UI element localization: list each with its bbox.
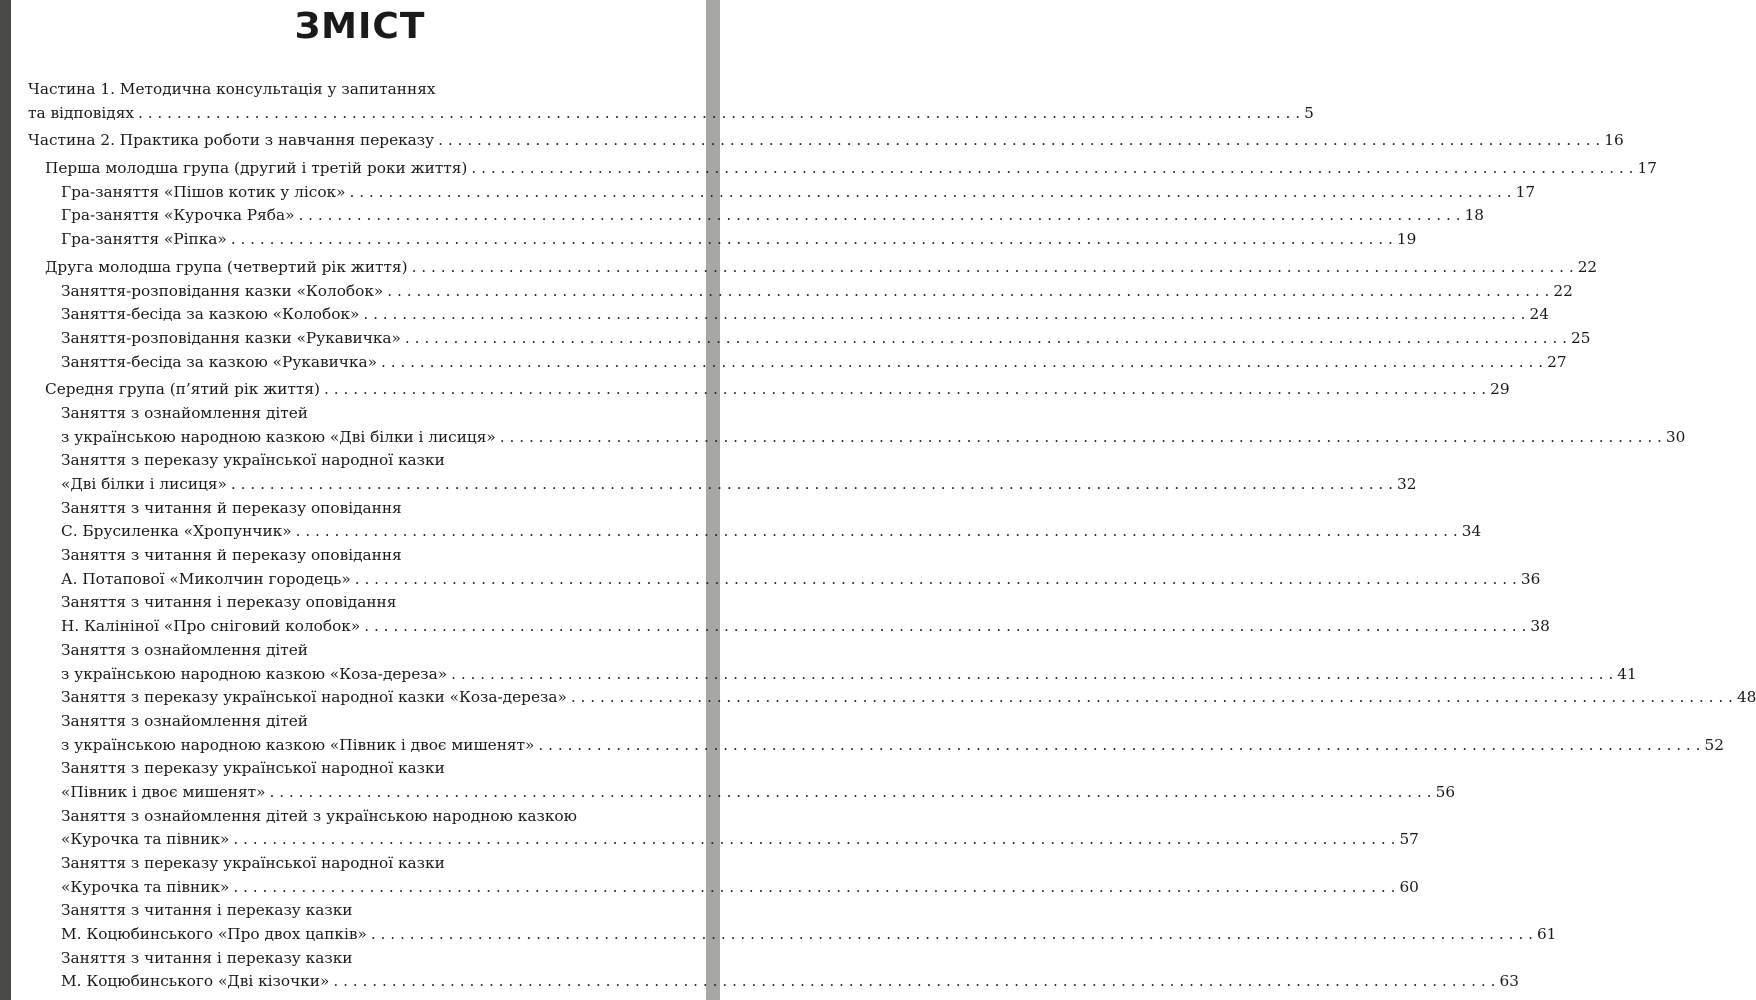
- toc-entry[interactable]: [28, 852, 1419, 899]
- toc-entry-title: Заняття-бесіда за казкою «Рукавичка»: [61, 352, 377, 371]
- toc-entry-title: С. Брусиленка «Хропунчик»: [61, 522, 292, 541]
- toc-entry-last-line: [61, 520, 1482, 544]
- toc-page-number: 60: [1399, 877, 1419, 896]
- toc-entry-title: Заняття-бесіда за казкою «Колобок»: [61, 305, 360, 324]
- toc-page-number: 41: [1617, 664, 1637, 683]
- toc-page-number: 29: [1490, 380, 1510, 399]
- dot-leader: . . . . . . . . . . . . . . . . . . . . . . . . . . . . . . . . . . . . . . . . . . . . . . . . . . . . . . . . . . . . . . . . . . . . . . . . . . . . . . . . . . . . . . . . . . . . . . . . . . . . . . . . . . . . . . . . . . . . . . . .: [471, 159, 1634, 178]
- toc-entry[interactable]: [28, 686, 1756, 710]
- toc-entry-last-line: [61, 876, 1419, 900]
- page-title: ЗМІСТ: [294, 6, 426, 47]
- dot-leader: . . . . . . . . . . . . . . . . . . . . . . . . . . . . . . . . . . . . . . . . . . . . . . . . . . . . . . . . . . . . . . . . . . . . . . . . . . . . . . . . . . . . . . . . . . . . . . . . . . . . . . . . . . . . . . . . . . . . . . . .: [370, 925, 1533, 944]
- toc-entry-last-line: [61, 327, 1591, 351]
- toc-entry-title: з українською народною казкою «Півник і двоє мишенят»: [61, 735, 535, 754]
- toc-entry-title: «Дві білки і лисиця»: [61, 475, 227, 493]
- toc-entry-last-line: [45, 256, 1598, 280]
- toc-page-number: 48: [1736, 688, 1756, 707]
- toc-entry-title: М. Коцюбинського «Про двох цапків»: [61, 925, 367, 944]
- toc-entry-last-line: [61, 734, 1724, 758]
- dot-leader: . . . . . . . . . . . . . . . . . . . . . . . . . . . . . . . . . . . . . . . . . . . . . . . . . . . . . . . . . . . . . . . . . . . . . . . . . . . . . . . . . . . . . . . . . . . . . . . . . . . . . . . . . . . . . . . . . . . . . . . .: [364, 617, 1527, 636]
- toc-entry[interactable]: [28, 591, 1550, 638]
- toc-entry[interactable]: [28, 256, 1598, 280]
- toc-entry[interactable]: [28, 280, 1573, 304]
- dot-leader: . . . . . . . . . . . . . . . . . . . . . . . . . . . . . . . . . . . . . . . . . . . . . . . . . . . . . . . . . . . . . . . . . . . . . . . . . . . . . . . . . . . . . . . . . . . . . . . . . . . . . . . . . . . . . . . . . . . . . . . .: [230, 475, 1394, 493]
- toc-entry-title: Заняття-розповідання казки «Колобок»: [61, 281, 384, 300]
- toc-entry-last-line: [61, 615, 1550, 639]
- dot-leader: . . . . . . . . . . . . . . . . . . . . . . . . . . . . . . . . . . . . . . . . . . . . . . . . . . . . . . . . . . . . . . . . . . . . . . . . . . . . . . . . . . . . . . . . . . . . . . . . . . . . . . . . . . . . . . . . . . . . . . . .: [349, 182, 1512, 201]
- toc-entry-last-line: [61, 781, 1456, 805]
- toc-entry[interactable]: [28, 378, 1510, 402]
- toc-page-number: 38: [1530, 617, 1550, 636]
- dot-leader: . . . . . . . . . . . . . . . . . . . . . . . . . . . . . . . . . . . . . . . . . . . . . . . . . . . . . . . . . . . . . . . . . . . . . . . . . . . . . . . . . . . . . . . . . . . . . . . . . . . . . . . . . . . . . . . . . . . . . . . .: [137, 103, 1301, 122]
- toc-entry[interactable]: [28, 181, 1536, 205]
- toc-entry-title: Частина 1. Методична консультація у запитаннях: [28, 80, 436, 98]
- toc-entry-title: Заняття з переказу української народної казки: [61, 854, 445, 872]
- toc-entry-last-line: [61, 828, 1419, 852]
- toc-entry[interactable]: [28, 805, 1419, 852]
- toc-page-number: 57: [1399, 830, 1419, 849]
- toc-entry-title: «Півник і двоє мишенят»: [61, 782, 266, 801]
- toc-page-number: 24: [1529, 305, 1549, 324]
- toc-entry-title: Друга молодша група (четвертий рік життя): [45, 257, 408, 276]
- toc-entry-line: [61, 497, 688, 521]
- toc-entry-last-line: [61, 686, 1756, 710]
- dot-leader: . . . . . . . . . . . . . . . . . . . . . . . . . . . . . . . . . . . . . . . . . . . . . . . . . . . . . . . . . . . . . . . . . . . . . . . . . . . . . . . . . . . . . . . . . . . . . . . . . . . . . . . . . . . . . . . . . . . . . . . .: [411, 257, 1574, 276]
- toc-entry-line: [61, 805, 688, 829]
- toc-entry-title: та відповідях: [28, 103, 134, 122]
- toc-entry-last-line: [61, 970, 1519, 994]
- toc-entry-line: [61, 639, 688, 663]
- toc-entry-title: з українською народною казкою «Коза-дереза»: [61, 664, 448, 683]
- toc-entry-title: Заняття з читання й переказу оповідання: [61, 498, 402, 517]
- toc-page-number: 22: [1577, 257, 1598, 276]
- toc-entry[interactable]: [28, 402, 1686, 449]
- dot-leader: . . . . . . . . . . . . . . . . . . . . . . . . . . . . . . . . . . . . . . . . . . . . . . . . . . . . . . . . . . . . . . . . . . . . . . . . . . . . . . . . . . . . . . . . . . . . . . . . . . . . . . . . . . . . . . . . . . . . . . . .: [363, 305, 1526, 324]
- toc-entry-title: Гра-заняття «Курочка Ряба»: [61, 206, 295, 225]
- toc-entry-title: Заняття-розповідання казки «Рукавичка»: [61, 328, 401, 347]
- toc-entry-line: [61, 544, 688, 568]
- toc-entry-title: Заняття з читання і переказу оповідання: [61, 593, 397, 612]
- toc-entry-title: Заняття з ознайомлення дітей: [61, 711, 309, 730]
- toc-entry-line: [61, 710, 688, 734]
- toc-entry-title: Заняття з читання і переказу казки: [61, 901, 353, 920]
- toc-entry-title: Заняття з переказу української народної казки: [61, 759, 445, 778]
- toc-page-number: 63: [1499, 972, 1519, 991]
- toc-entry-title: Заняття з ознайомлення дітей з українською народною казкою: [61, 806, 577, 825]
- dot-leader: . . . . . . . . . . . . . . . . . . . . . . . . . . . . . . . . . . . . . . . . . . . . . . . . . . . . . . . . . . . . . . . . . . . . . . . . . . . . . . . . . . . . . . . . . . . . . . . . . . . . . . . . . . . . . . . . . . . . . . . .: [230, 230, 1393, 249]
- toc-entry-title: Заняття з переказу української народної казки «Коза-дереза»: [61, 688, 567, 707]
- toc-entry[interactable]: [28, 639, 1637, 686]
- toc-page-number: 27: [1547, 352, 1567, 371]
- toc-entry-line: [61, 591, 688, 615]
- toc-entry-last-line: [61, 280, 1573, 304]
- dot-leader: . . . . . . . . . . . . . . . . . . . . . . . . . . . . . . . . . . . . . . . . . . . . . . . . . . . . . . . . . . . . . . . . . . . . . . . . . . . . . . . . . . . . . . . . . . . . . . . . . . . . . . . . . . . . . . . . . . . . . . . .: [233, 877, 1396, 896]
- toc-entry-last-line: [61, 473, 1417, 497]
- toc-entry[interactable]: [28, 327, 1591, 351]
- toc-entry[interactable]: [28, 303, 1549, 327]
- toc-entry[interactable]: [28, 449, 1417, 496]
- toc-entry-title: Заняття з читання і переказу казки: [61, 948, 353, 967]
- toc-entry-title: Перша молодша група (другий і третій роки життя): [45, 159, 468, 178]
- toc-page-number: 36: [1520, 569, 1541, 588]
- toc-page-number: 30: [1665, 427, 1686, 446]
- toc-entry-title: Заняття з ознайомлення дітей: [61, 640, 309, 659]
- toc-page-number: 18: [1464, 206, 1485, 225]
- toc-entry-last-line: [61, 303, 1549, 327]
- toc-entry-title: М. Коцюбинського «Дві кізочки»: [61, 972, 330, 991]
- toc-page-number: 19: [1396, 230, 1417, 249]
- dot-leader: . . . . . . . . . . . . . . . . . . . . . . . . . . . . . . . . . . . . . . . . . . . . . . . . . . . . . . . . . . . . . . . . . . . . . . . . . . . . . . . . . . . . . . . . . . . . . . . . . . . . . . . . . . . . . . . . . . . . . . . .: [295, 522, 1458, 541]
- toc-entry-last-line: [61, 568, 1541, 592]
- toc-entry-title: Гра-заняття «Ріпка»: [61, 230, 227, 249]
- dot-leader: . . . . . . . . . . . . . . . . . . . . . . . . . . . . . . . . . . . . . . . . . . . . . . . . . . . . . . . . . . . . . . . . . . . . . . . . . . . . . . . . . . . . . . . . . . . . . . . . . . . . . . . . . . . . . . . . . . . . . . . .: [233, 830, 1396, 849]
- dot-leader: . . . . . . . . . . . . . . . . . . . . . . . . . . . . . . . . . . . . . . . . . . . . . . . . . . . . . . . . . . . . . . . . . . . . . . . . . . . . . . . . . . . . . . . . . . . . . . . . . . . . . . . . . . . . . . . . . . . . . . . .: [298, 206, 1461, 225]
- toc-entry[interactable]: [28, 351, 1567, 375]
- toc-entry-title: А. Потапової «Миколчин городець»: [61, 569, 351, 588]
- toc-page-number: 61: [1536, 925, 1557, 944]
- toc-entry[interactable]: [28, 78, 1314, 125]
- dot-leader: . . . . . . . . . . . . . . . . . . . . . . . . . . . . . . . . . . . . . . . . . . . . . . . . . . . . . . . . . . . . . . . . . . . . . . . . . . . . . . . . . . . . . . . . . . . . . . . . . . . . . . . . . . . . . . . . . . . . . . . .: [404, 328, 1567, 347]
- toc-page-number: 22: [1553, 281, 1573, 300]
- toc-entry[interactable]: [28, 497, 1482, 544]
- toc-entry[interactable]: [28, 157, 1657, 181]
- dot-leader: . . . . . . . . . . . . . . . . . . . . . . . . . . . . . . . . . . . . . . . . . . . . . . . . . . . . . . . . . . . . . . . . . . . . . . . . . . . . . . . . . . . . . . . . . . . . . . . . . . . . . . . . . . . . . . . . . . . . . . . .: [570, 688, 1733, 707]
- dot-leader: . . . . . . . . . . . . . . . . . . . . . . . . . . . . . . . . . . . . . . . . . . . . . . . . . . . . . . . . . . . . . . . . . . . . . . . . . . . . . . . . . . . . . . . . . . . . . . . . . . . . . . . . . . . . . . . . . . . . . . . .: [354, 569, 1517, 588]
- toc-page-number: 25: [1571, 328, 1591, 347]
- toc-entry-title: Гра-заняття «Пішов котик у лісок»: [61, 182, 346, 201]
- toc-entry-last-line: [61, 181, 1536, 205]
- toc-entry[interactable]: [28, 947, 1519, 994]
- toc-entry-title: Заняття з ознайомлення дітей: [61, 403, 309, 422]
- dot-leader: . . . . . . . . . . . . . . . . . . . . . . . . . . . . . . . . . . . . . . . . . . . . . . . . . . . . . . . . . . . . . . . . . . . . . . . . . . . . . . . . . . . . . . . . . . . . . . . . . . . . . . . . . . . . . . . . . . . . . . . .: [269, 782, 1432, 801]
- dot-leader: . . . . . . . . . . . . . . . . . . . . . . . . . . . . . . . . . . . . . . . . . . . . . . . . . . . . . . . . . . . . . . . . . . . . . . . . . . . . . . . . . . . . . . . . . . . . . . . . . . . . . . . . . . . . . . . . . . . . . . . .: [538, 735, 1701, 754]
- toc-entry-line: [61, 449, 688, 473]
- table-of-contents: [28, 78, 1756, 994]
- dot-leader: . . . . . . . . . . . . . . . . . . . . . . . . . . . . . . . . . . . . . . . . . . . . . . . . . . . . . . . . . . . . . . . . . . . . . . . . . . . . . . . . . . . . . . . . . . . . . . . . . . . . . . . . . . . . . . . . . . . . . . . .: [333, 972, 1496, 991]
- toc-page-number: 52: [1704, 735, 1724, 754]
- toc-entry[interactable]: [28, 710, 1724, 757]
- toc-page-number: 17: [1637, 159, 1657, 178]
- toc-entry[interactable]: [28, 204, 1485, 228]
- toc-page-number: 34: [1461, 522, 1482, 541]
- toc-entry-last-line: [61, 923, 1557, 947]
- toc-entry-title: Н. Калініної «Про сніговий колобок»: [61, 617, 361, 636]
- toc-entry-last-line: [61, 204, 1485, 228]
- dot-leader: . . . . . . . . . . . . . . . . . . . . . . . . . . . . . . . . . . . . . . . . . . . . . . . . . . . . . . . . . . . . . . . . . . . . . . . . . . . . . . . . . . . . . . . . . . . . . . . . . . . . . . . . . . . . . . . . . . . . . . . .: [324, 380, 1487, 399]
- toc-entry-last-line: [28, 102, 1314, 126]
- dot-leader: . . . . . . . . . . . . . . . . . . . . . . . . . . . . . . . . . . . . . . . . . . . . . . . . . . . . . . . . . . . . . . . . . . . . . . . . . . . . . . . . . . . . . . . . . . . . . . . . . . . . . . . . . . . . . . . . . . . . . . . .: [499, 427, 1662, 446]
- dot-leader: . . . . . . . . . . . . . . . . . . . . . . . . . . . . . . . . . . . . . . . . . . . . . . . . . . . . . . . . . . . . . . . . . . . . . . . . . . . . . . . . . . . . . . . . . . . . . . . . . . . . . . . . . . . . . . . . . . . . . . . .: [387, 281, 1550, 300]
- toc-entry-last-line: [61, 663, 1637, 687]
- toc-entry[interactable]: [28, 544, 1541, 591]
- toc-page-number: 17: [1515, 182, 1536, 201]
- toc-entry-title: «Курочка та півник»: [61, 830, 230, 849]
- toc-entry-line: [61, 947, 688, 971]
- toc-entry-title: Середня група (п’ятий рік життя): [45, 380, 321, 399]
- toc-entry[interactable]: [28, 129, 1624, 153]
- toc-entry-title: «Курочка та півник»: [61, 877, 230, 896]
- toc-entry-last-line: [28, 129, 1624, 153]
- dot-leader: . . . . . . . . . . . . . . . . . . . . . . . . . . . . . . . . . . . . . . . . . . . . . . . . . . . . . . . . . . . . . . . . . . . . . . . . . . . . . . . . . . . . . . . . . . . . . . . . . . . . . . . . . . . . . . . . . . . . . . . .: [451, 664, 1614, 683]
- toc-entry-last-line: [61, 351, 1567, 375]
- toc-entry-line: [28, 78, 688, 102]
- toc-page-number: 5: [1304, 103, 1314, 122]
- page-edge-left: [0, 0, 11, 1000]
- toc-entry[interactable]: [28, 757, 1456, 804]
- toc-entry-title: Заняття з читання й переказу оповідання: [61, 546, 402, 565]
- toc-entry[interactable]: [28, 899, 1557, 946]
- toc-entry-last-line: [61, 426, 1686, 450]
- toc-page-number: 32: [1397, 475, 1417, 493]
- toc-entry-title: Заняття з переказу української народної казки: [61, 451, 445, 470]
- toc-page-number: 16: [1604, 131, 1624, 150]
- toc-entry-title: з українською народною казкою «Дві білки і лисиця»: [61, 427, 496, 446]
- dot-leader: . . . . . . . . . . . . . . . . . . . . . . . . . . . . . . . . . . . . . . . . . . . . . . . . . . . . . . . . . . . . . . . . . . . . . . . . . . . . . . . . . . . . . . . . . . . . . . . . . . . . . . . . . . . . . . . . . . . . . . . .: [380, 352, 1544, 371]
- dot-leader: . . . . . . . . . . . . . . . . . . . . . . . . . . . . . . . . . . . . . . . . . . . . . . . . . . . . . . . . . . . . . . . . . . . . . . . . . . . . . . . . . . . . . . . . . . . . . . . . . . . . . . . . . . . . . . . . . . . . . . . .: [438, 131, 1601, 150]
- toc-entry-title: Частина 2. Практика роботи з навчання переказу: [28, 131, 435, 150]
- toc-page-number: 56: [1435, 782, 1456, 801]
- toc-entry-line: [61, 852, 688, 876]
- toc-entry-last-line: [45, 157, 1657, 181]
- toc-entry-line: [61, 899, 688, 923]
- toc-entry-last-line: [61, 228, 1417, 252]
- toc-entry-last-line: [45, 378, 1510, 402]
- toc-entry[interactable]: [28, 228, 1417, 252]
- toc-entry-line: [61, 757, 688, 781]
- toc-entry-line: [61, 402, 688, 426]
